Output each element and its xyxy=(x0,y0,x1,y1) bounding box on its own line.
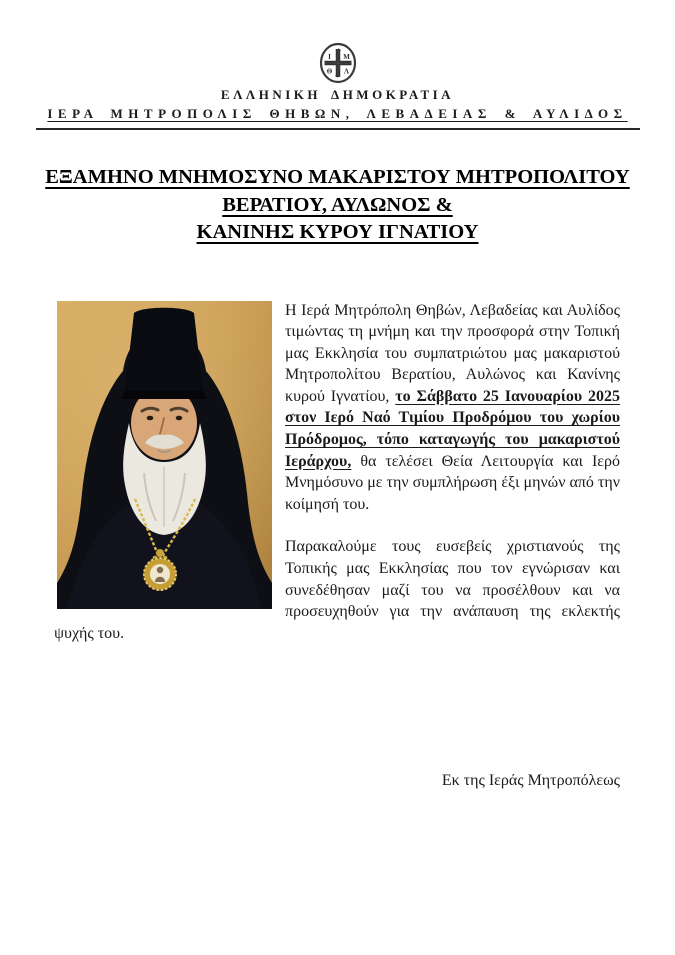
letterhead-metropolis-text: ΙΕΡΑ ΜΗΤΡΟΠΟΛΙΣ ΘΗΒΩΝ, ΛΕΒΑΔΕΙΑΣ & ΑΥΛΙΔΟΣ xyxy=(47,106,628,121)
title-line-2 xyxy=(0,192,675,220)
body-paragraph-2: Παρακαλούμε τους ευσεβείς χριστιανούς της Τοπικής μας Εκκλησίας που τον εγνώρισαν και συνεδέθησαν μαζί του να προσέλθουν και να προσευχηθούν για την ανάπαυση της εκλεκτής ψυχής του. xyxy=(54,538,620,642)
title-line-1 xyxy=(0,164,675,192)
letterhead-metropolis-line xyxy=(0,106,675,122)
document-body xyxy=(54,300,620,645)
title-line-2-text: ΒΕΡΑΤΙΟΥ, ΑΥΛΩΝΟΣ & xyxy=(222,193,453,216)
closing-signature: Εκ της Ιεράς Μητροπόλεως xyxy=(441,772,620,790)
seal-letter-bl: Θ xyxy=(326,67,332,76)
metropolitan-portrait-photo xyxy=(57,301,272,609)
paragraph-1-bold-underlined: το Σάββατο 25 Ιανουαρίου 2025 στον Ιερό Ναό Τιμίου Προδρόμου του χωρίου Πρόδρομος, τόπο καταγωγής του μακαριστού Ιεράρχου, xyxy=(285,387,621,470)
portrait-image xyxy=(57,301,272,609)
title-line-1-text: ΕΞΑΜΗΝΟ ΜΝΗΜΟΣΥΝΟ ΜΑΚΑΡΙΣΤΟΥ ΜΗΤΡΟΠΟΛΙΤΟΥ xyxy=(45,166,630,188)
title-line-3 xyxy=(0,219,675,247)
paragraph-1-normal-end: θα τελέσει Θεία Λειτουργία και Ιερό Μνημόσυνο με την συμπλήρωση έξι μηνών από την κοίμησή του. xyxy=(285,452,620,513)
title-line-3-text: ΚΑΝΙΝΗΣ ΚΥΡΟΥ ΙΓΝΑΤΙΟΥ xyxy=(196,221,479,243)
letterhead-republic-line: ΕΛΛΗΝΙΚΗ ΔΗΜΟΚΡΑΤΙΑ xyxy=(220,87,455,102)
seal-letter-br: Λ xyxy=(343,67,349,76)
letterhead-divider-rule xyxy=(36,128,640,130)
letterhead xyxy=(0,0,675,130)
seal-letter-tl: Ι xyxy=(327,53,331,61)
metropolis-seal-icon xyxy=(319,42,357,84)
seal-letter-tr: Μ xyxy=(342,53,350,61)
paragraph-1-normal-start: Η Ιερά Μητρόπολη Θηβών, Λεβαδείας και Αυλίδος τιμώντας τη μνήμη και την προσφορά στην Τοπική μας Εκκλησία του συμπατριώτου μας μακαριστού Μητροπολίτου Βερατίου, Αυλώνος και Κανίνης κυρού Ιγνατίου, xyxy=(285,301,620,405)
document-title xyxy=(0,164,675,247)
